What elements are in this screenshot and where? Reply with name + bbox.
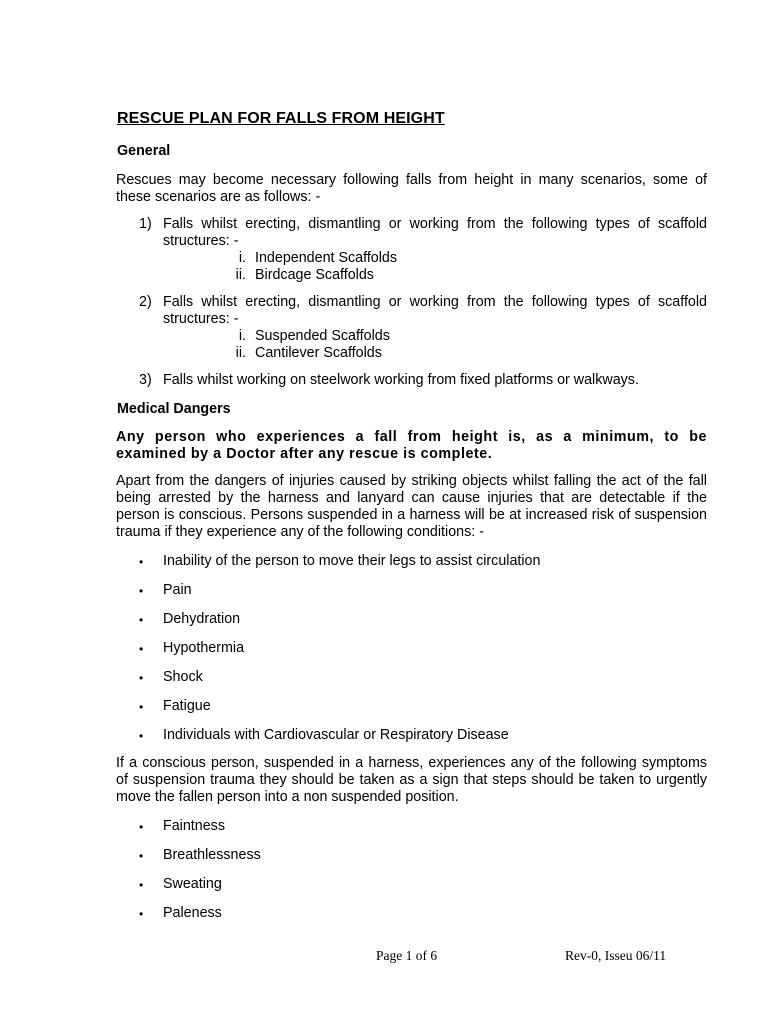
scenario-text: Falls whilst erecting, dismantling or working from the following types of scaffold structures: - [163,216,707,249]
symptoms-intro: If a conscious person, suspended in a harness, experiences any of the following symptoms of suspension trauma they should be taken as a sign that steps should be taken to urgently move the fallen person into a non suspended position. [116,755,707,805]
document-title: RESCUE PLAN FOR FALLS FROM HEIGHT [117,110,445,127]
bullet-icon: • [139,729,144,743]
scenario-text: Falls whilst erecting, dismantling or working from the following types of scaffold structures: - [163,294,707,327]
scenario-number: 3) [139,372,152,388]
list-item: Shock [163,669,203,685]
bullet-icon: • [139,642,144,656]
list-item: Breathlessness [163,847,261,863]
subitem-text: Suspended Scaffolds [255,328,390,344]
footer-revision: Rev-0, Isseu 06/11 [565,948,667,963]
bullet-icon: • [139,584,144,598]
list-item: Faintness [163,818,225,834]
scenario-number: 2) [139,294,152,310]
bullet-icon: • [139,907,144,921]
subitem-text: Birdcage Scaffolds [255,267,374,283]
bullet-icon: • [139,671,144,685]
bullet-icon: • [139,700,144,714]
list-item: Pain [163,582,192,598]
footer-page-number: Page 1 of 6 [376,948,438,963]
subitem-numeral: ii. [235,345,246,361]
bullet-icon: • [139,849,144,863]
list-item: Sweating [163,876,222,892]
bullet-icon: • [139,878,144,892]
subitem-numeral: i. [238,328,246,344]
medical-emphasis: Any person who experiences a fall from height is, as a minimum, to be examined by a Doctor after any rescue is complete. [116,429,707,462]
subitem-text: Cantilever Scaffolds [255,345,382,361]
list-item: Paleness [163,905,222,921]
scenario-number: 1) [139,216,152,232]
bullet-icon: • [139,820,144,834]
bullet-icon: • [139,613,144,627]
list-item: Individuals with Cardiovascular or Respiratory Disease [163,727,509,743]
list-item: Inability of the person to move their legs to assist circulation [163,553,541,569]
medical-paragraph: Apart from the dangers of injuries caused by striking objects whilst falling the act of the fall being arrested by the harness and lanyard can cause injuries that are detectable if the person is conscious. Persons suspended in a harness will be at increased risk of suspension trauma if they experience any of the following conditions: - [116,473,707,540]
list-item: Dehydration [163,611,241,627]
subitem-text: Independent Scaffolds [255,250,398,266]
bullet-icon: • [139,555,144,569]
scenario-text: Falls whilst working on steelwork working from fixed platforms or walkways. [163,372,639,388]
list-item: Fatigue [163,698,211,714]
general-intro: Rescues may become necessary following falls from height in many scenarios, some of these scenarios are as follows: - [116,172,707,205]
medical-heading: Medical Dangers [117,401,231,417]
subitem-numeral: i. [238,250,246,266]
general-heading: General [117,143,171,159]
subitem-numeral: ii. [235,267,246,283]
list-item: Hypothermia [163,640,245,656]
